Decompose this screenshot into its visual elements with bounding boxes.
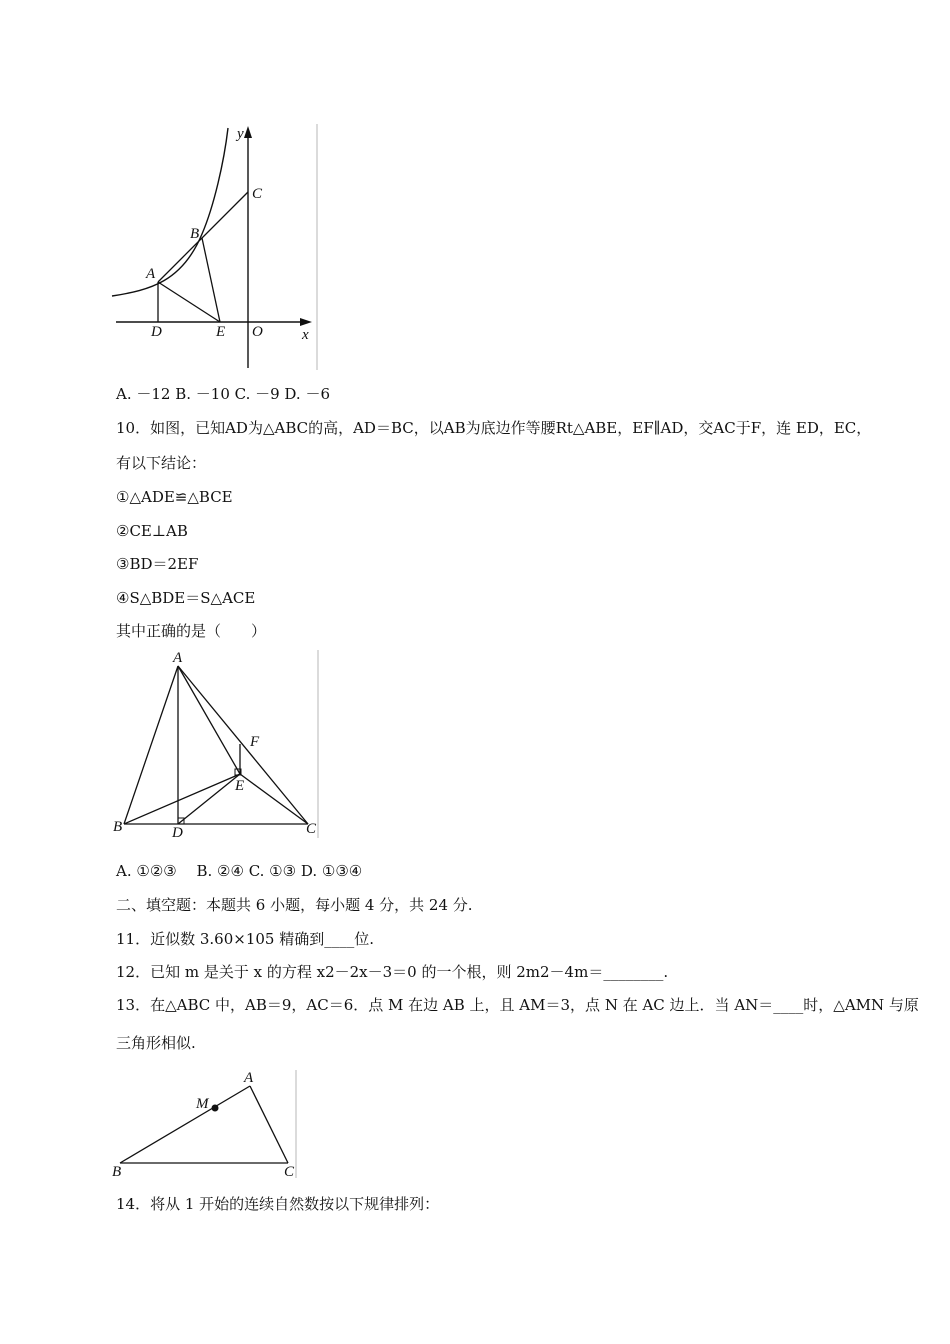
q10-conclusion-2: ②CE⊥AB [116,522,188,540]
label-b: B [113,819,123,835]
figure-triangle-abe [110,648,324,840]
q9-options: A. －12 B. －10 C. －9 D. －6 [116,385,330,403]
label-m: M [196,1096,209,1112]
section2-heading: 二、填空题：本题共 6 小题，每小题 4 分，共 24 分. [116,896,473,914]
q10-options: A. ①②③ B. ②④ C. ①③ D. ①③④ [116,862,363,880]
figure-triangle-amn [110,1066,302,1182]
label-c: C [284,1164,295,1180]
q10-ask: 其中正确的是（ ） [116,622,267,640]
label-e: E [235,778,245,794]
segment-be [124,774,240,824]
label-a: A [244,1070,254,1086]
label-x: x [302,327,309,343]
line-ac [158,192,248,282]
q14: 14．将从 1 开始的连续自然数按以下规律排列： [116,1195,440,1213]
segment-ec [240,774,308,824]
label-e: E [216,324,226,340]
q10-stem-line2: 有以下结论： [116,454,207,472]
label-b: B [112,1164,122,1180]
q12: 12．已知 m 是关于 x 的方程 x2－2x－3＝0 的一个根，则 2m2－4m＝________. [116,963,669,981]
label-c: C [252,186,263,202]
label-o: O [252,324,263,340]
label-f: F [250,734,260,750]
q10-conclusion-1: ①△ADE≌△BCE [116,488,233,506]
side-ac [250,1086,288,1163]
label-a: A [173,650,183,666]
q10-conclusion-3: ③BD＝2EF [116,555,199,573]
y-axis-arrow [244,126,252,138]
label-d: D [151,324,162,340]
segment-be [202,238,220,322]
q13-line2: 三角形相似. [116,1034,196,1052]
segment-ae [158,282,220,322]
q10-conclusion-4: ④S△BDE＝S△ACE [116,589,256,607]
label-d: D [172,825,183,840]
label-b: B [190,226,200,242]
q13-line1: 13．在△ABC 中，AB＝9，AC＝6．点 M 在边 AB 上，且 AM＝3，点 N 在 AC 边上．当 AN＝____时，△AMN 与原 [116,996,919,1014]
label-c: C [306,821,317,837]
side-ab [124,666,178,824]
x-axis-arrow [300,318,312,326]
label-y: y [237,126,244,142]
label-a: A [146,266,156,282]
q11: 11．近似数 3.60×105 精确到____位. [116,930,374,948]
side-ab [120,1086,250,1163]
segment-ae [178,666,240,774]
q10-stem-line1: 10．如图，已知AD为△ABC的高，AD＝BC，以AB为底边作等腰Rt△ABE，EF∥AD，交AC于F，连 ED，EC， [116,419,872,437]
segment-de [178,774,240,824]
side-ac [178,666,308,824]
point-m [212,1105,219,1112]
figure-hyperbola [110,122,322,372]
